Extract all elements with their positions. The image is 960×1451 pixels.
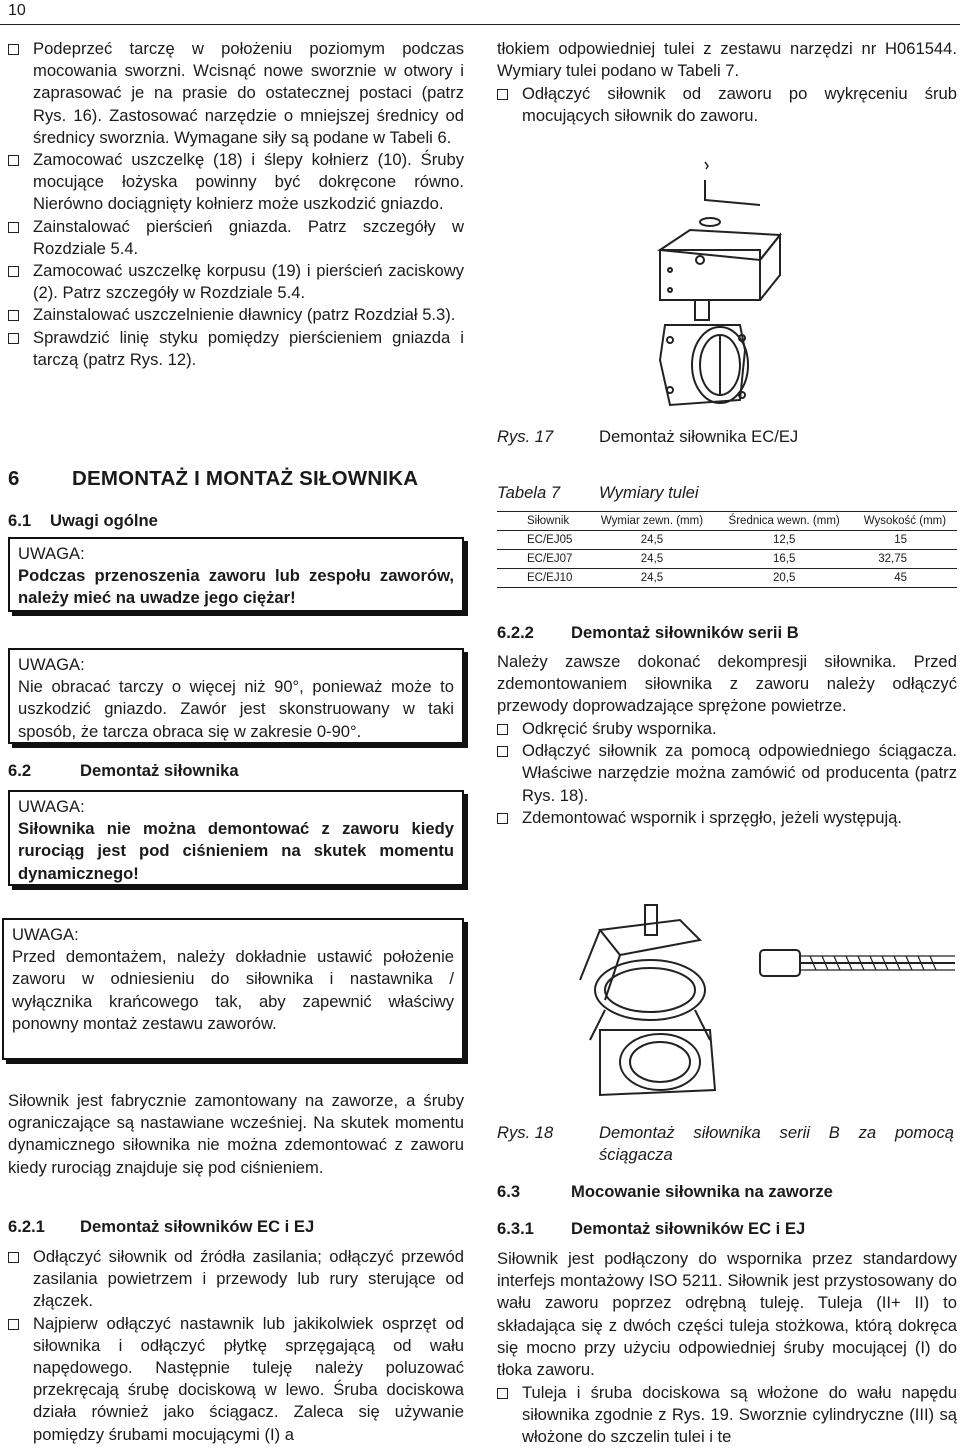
list-item: Najpierw odłączyć nastawnik lub jakikolwiek osprzęt od siłownika i odłączyć płytkę sprzęgającą od wału napędowego. Następnie tuleję należy poluzować przekręcają śrubę dociskową w lewo. Śruba dociskowa działa również jako ściągacz. Zaleca się używanie pomiędzy śrubami mocującymi (I) a <box>8 1313 464 1446</box>
warning-text: Siłownika nie można demontować z zaworu kiedy rurociąg jest pod ciśnieniem na skutek momentu dynamicznego! <box>18 819 454 883</box>
actuator-valve-illustration <box>630 150 830 425</box>
section-6-2-heading <box>8 760 239 782</box>
table-cell: 15 <box>894 534 907 546</box>
page-number: 10 <box>8 2 26 19</box>
list-item: Odłączyć siłownik od źródła zasilania; odłączyć przewód zasilania powietrzem i przewody lub rury sterujące od złączek. <box>8 1246 464 1313</box>
column-header: Średnica wewn. (mm) <box>728 515 840 527</box>
warning-label: UWAGA: <box>12 925 79 944</box>
valve-detach-steps <box>497 83 957 127</box>
section-title: Uwagi ogólne <box>50 511 158 530</box>
header-rule <box>0 24 960 25</box>
list-item: Zainstalować uszczelnienie dławnicy (patrz Rozdział 5.3). <box>8 304 464 326</box>
warning-box-positioning <box>2 918 464 1060</box>
section-number: 6.1 <box>8 511 32 530</box>
section-number: 6.2.2 <box>497 623 534 642</box>
sleeve-dimensions-table <box>497 511 957 588</box>
table-cell: 24,5 <box>640 553 664 565</box>
section-6-1-heading <box>8 510 158 532</box>
section-6-3-1-heading <box>497 1218 805 1240</box>
table-cell: 45 <box>894 572 907 584</box>
table-cell: EC/EJ07 <box>527 553 573 565</box>
sleeve-install-steps <box>497 1382 957 1449</box>
list-item: Zamocować uszczelkę korpusu (19) i pierścień zaciskowy (2). Patrz szczegóły w Rozdziale 5.4. <box>8 260 464 304</box>
section-title: Demontaż siłowników EC i EJ <box>571 1219 806 1238</box>
list-item: Zamocować uszczelkę (18) i ślepy kołnierz (10). Śruby mocujące łożyska powinny być dokręcone równo. Nierówno dociągnięty kołnierz może uszkodzić gniazdo. <box>8 149 464 216</box>
warning-text: Nie obracać tarczy o więcej niż 90°, ponieważ może to uszkodzić gniazdo. Zawór jest skonstruowany w taki sposób, że tarcza obraca się w zakresie 0-90°. <box>18 677 454 741</box>
table-cell: 16,5 <box>772 553 796 565</box>
warning-box-pressure <box>8 790 464 886</box>
section-title: Demontaż siłowników serii B <box>571 623 799 642</box>
section-6-2-1-heading <box>8 1216 314 1238</box>
section-number: 6.3.1 <box>497 1219 534 1238</box>
iso-interface-paragraph: Siłownik jest podłączony do wspornika przez standardowy interfejs montażowy ISO 5211. Siłownik jest przystosowany do wału zaworu poprzez odrębną tuleję. Tuleja (II+ II) to składająca się z dwóch części tuleja stożkowa, którą dokręca się mocno przy użyciu odpowiedniej śruby mocującej (I) do tłoka zaworu. <box>497 1249 957 1380</box>
reassembly-steps-list <box>8 38 464 371</box>
figure-caption-text: Demontaż siłownika EC/EJ <box>599 427 799 446</box>
list-item: Zdemontować wspornik i sprzęgło, jeżeli występują. <box>497 807 957 829</box>
table-row <box>497 569 957 588</box>
table-7-caption <box>497 482 957 504</box>
figure-18-caption <box>497 1122 957 1166</box>
table-caption-text: Wymiary tulei <box>599 483 699 502</box>
list-item: Odłączyć siłownik za pomocą odpowiedniego ściągacza. Właściwe narzędzie można zamówić od producenta (patrz Rys. 18). <box>497 740 957 807</box>
table-cell: 24,5 <box>640 534 664 546</box>
warning-label: UWAGA: <box>18 797 85 816</box>
table-cell: 12,5 <box>772 534 796 546</box>
section-number: 6.2 <box>8 761 32 780</box>
puller-tool-illustration <box>560 900 960 1110</box>
left-column <box>8 38 464 371</box>
section-number: 6.3 <box>497 1182 521 1201</box>
table-row <box>497 550 957 569</box>
list-item: Zainstalować pierścień gniazda. Patrz szczegóły w Rozdziale 5.4. <box>8 216 464 260</box>
table-cell: EC/EJ10 <box>527 572 573 584</box>
column-header: Siłownik <box>527 515 570 527</box>
column-header: Wysokość (mm) <box>863 515 947 527</box>
warning-text: Przed demontażem, należy dokładnie ustawić położenie zaworu w odniesieniu do siłownika i nastawnika / wyłącznika krańcowego tak, aby zapewnić właściwy ponowny montaż zestawu zaworów. <box>12 947 454 1033</box>
table-row <box>497 531 957 550</box>
section-title: Demontaż siłownika <box>80 761 239 780</box>
table-cell: 24,5 <box>640 572 664 584</box>
section-6-3-heading <box>497 1181 833 1203</box>
warning-box-rotation <box>8 648 464 744</box>
warning-box-weight <box>8 537 464 612</box>
warning-text: Podczas przenoszenia zaworu lub zespołu zaworów, należy mieć na uwadze jego ciężar! <box>18 566 454 608</box>
table-number: Tabela 7 <box>497 483 561 502</box>
section-number: 6 <box>8 467 20 490</box>
column-header: Wymiar zewn. (mm) <box>600 515 704 527</box>
warning-label: UWAGA: <box>18 544 85 563</box>
section-number: 6.2.1 <box>8 1217 45 1236</box>
table-cell: 20,5 <box>772 572 796 584</box>
factory-mount-paragraph: Siłownik jest fabrycznie zamontowany na zaworze, a śruby ograniczające są nastawiane wcześniej. Na skutek momentu dynamicznego siłownika nie można zdemontować z zaworu kiedy rurociąg znajduje się pod ciśnieniem. <box>8 1091 464 1177</box>
list-item: Sprawdzić linię styku pomiędzy pierścieniem gniazda i tarczą (patrz Rys. 12). <box>8 327 464 371</box>
b-series-intro-paragraph: Należy zawsze dokonać dekompresji siłownika. Przed zdemontowaniem siłownika z zaworu należy odłączyć przewody doprowadzające sprężone powietrze. <box>497 652 957 716</box>
figure-caption-text: Demontaż siłownika serii B za pomocą ściągacza <box>599 1123 954 1165</box>
list-item: Odłączyć siłownik od zaworu po wykręceniu śrub mocujących siłownik do zaworu. <box>497 83 957 127</box>
ec-ej-removal-steps <box>8 1246 464 1446</box>
figure-number: Rys. 17 <box>497 427 554 446</box>
continuation-paragraph: tłokiem odpowiedniej tulei z zestawu narzędzi nr H061544. Wymiary tulei podano w Tabeli 7. <box>497 39 957 81</box>
warning-label: UWAGA: <box>18 655 85 674</box>
b-series-removal-steps <box>497 718 957 829</box>
table-header-row <box>497 512 957 531</box>
section-title: Mocowanie siłownika na zaworze <box>571 1182 833 1201</box>
section-title: Demontaż siłowników EC i EJ <box>80 1217 315 1236</box>
table-cell: EC/EJ05 <box>527 534 573 546</box>
section-title: DEMONTAŻ I MONTAŻ SIŁOWNIKA <box>72 467 419 490</box>
table-cell: 32,75 <box>878 553 907 565</box>
figure-17-caption <box>497 426 957 448</box>
section-6-2-2-heading <box>497 622 799 644</box>
figure-number: Rys. 18 <box>497 1123 554 1142</box>
list-item: Odkręcić śruby wspornika. <box>497 718 957 740</box>
section-6-heading <box>8 468 418 490</box>
list-item: Tuleja i śruba dociskowa są włożone do wału napędu siłownika zgodnie z Rys. 19. Sworznie cylindryczne (III) są włożone do szczelin tulei i te <box>497 1382 957 1449</box>
list-item: Podeprzeć tarczę w położeniu poziomym podczas mocowania sworzni. Wcisnąć nowe sworznie w otwory i zaprasować je na prasie do ostatecznej postaci (patrz Rys. 16). Zastosować narzędzie o mniejszej średnicy od średnicy sworznia. Wymagane siły są podane w Tabeli 6. <box>8 38 464 149</box>
